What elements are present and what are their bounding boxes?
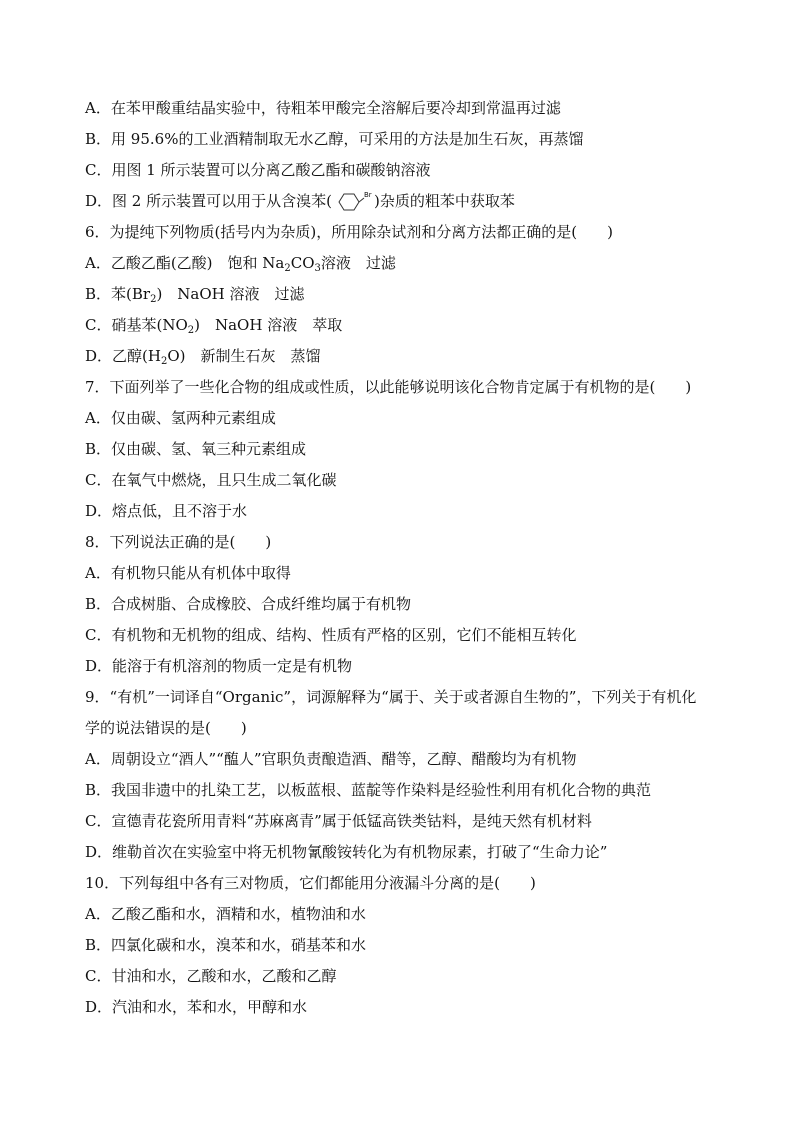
q9-stem-line1: 9．“有机”一词译自“Organic”，词源解释为“属于、关于或者源自生物的”，下列关于有机化 — [85, 688, 697, 706]
q8-option-d: D．能溶于有机溶剂的物质一定是有机物 — [85, 657, 353, 675]
q9-option-b: B．我国非遗中的扎染工艺，以板蓝根、蓝靛等作染料是经验性利用有机化合物的典范 — [85, 781, 652, 799]
q6-a-sub1: 2 — [284, 263, 291, 274]
q6-b-sub1: 2 — [150, 294, 157, 305]
q7-option-b: B．仅由碳、氢、氧三种元素组成 — [85, 440, 307, 458]
q9-option-c: C．宣德青花瓷所用青料“苏麻离青”属于低锰高铁类钴料，是纯天然有机材料 — [85, 812, 592, 830]
q6-a-pre: A．乙酸乙酯(乙酸) 饱和 Na — [85, 254, 285, 272]
q6-a-sub2: 3 — [314, 263, 321, 274]
q8-option-c: C．有机物和无机物的组成、结构、性质有严格的区别，它们不能相互转化 — [85, 626, 577, 644]
q5-option-b: B．用 95.6%的工业酒精制取无水乙醇，可采用的方法是加生石灰，再蒸馏 — [85, 130, 584, 148]
q6-b-pre: B．苯(Br — [85, 285, 151, 303]
q5-option-d-text-post: )杂质的粗苯中获取苯 — [373, 192, 515, 210]
q10-option-c: C．甘油和水，乙酸和水，乙酸和乙醇 — [85, 967, 337, 985]
q6-c-pre: C．硝基苯(NO — [85, 316, 188, 334]
q6-b-post: ) NaOH 溶液 过滤 — [156, 285, 305, 303]
q6-d-sub1: 2 — [160, 356, 168, 367]
q10-option-b: B．四氯化碳和水，溴苯和水，硝基苯和水 — [85, 936, 367, 954]
q9-stem-line2: 学的说法错误的是( ) — [85, 719, 247, 737]
q7-option-c: C．在氧气中燃烧，且只生成二氧化碳 — [85, 471, 337, 489]
q6-d-pre: D．乙醇(H — [85, 347, 161, 365]
q6-c-post: ) NaOH 溶液 萃取 — [194, 316, 343, 334]
question-list — [85, 93, 725, 1023]
q8-option-a: A．有机物只能从有机体中取得 — [85, 564, 291, 582]
q7-option-a: A．仅由碳、氢两种元素组成 — [85, 409, 276, 427]
q6-option-d — [85, 341, 725, 372]
q10-option-d: D．汽油和水，苯和水，甲醇和水 — [85, 998, 308, 1016]
q6-a-post: 溶液 过滤 — [320, 254, 396, 272]
q7-option-d: D．熔点低，且不溶于水 — [85, 502, 248, 520]
q6-a-mid: CO — [290, 254, 315, 272]
q6-c-sub1: 2 — [187, 325, 195, 336]
q5-option-d-text-pre: D．图 2 所示装置可以用于从含溴苯( — [85, 192, 332, 210]
q5-option-d — [85, 186, 725, 217]
q8-option-b: B．合成树脂、合成橡胶、合成纤维均属于有机物 — [85, 595, 412, 613]
q9-option-d: D．维勒首次在实验室中将无机物氰酸铵转化为有机物尿素，打破了“生命力论” — [85, 843, 608, 861]
q5-option-a: A．在苯甲酸重结晶实验中，待粗苯甲酸完全溶解后要冷却到常温再过滤 — [85, 99, 561, 117]
q6-option-b — [85, 279, 725, 310]
q6-option-c — [85, 310, 725, 341]
q9-option-a: A．周朝设立“酒人”“醢人”官职负责酿造酒、醋等，乙醇、醋酸均为有机物 — [85, 750, 577, 768]
q6-d-post: O) 新制生石灰 蒸馏 — [167, 347, 321, 365]
q7-stem: 7．下面列举了一些化合物的组成或性质，以此能够说明该化合物肯定属于有机物的是( ) — [85, 378, 692, 396]
q8-stem: 8．下列说法正确的是( ) — [85, 533, 272, 551]
bromobenzene-structure-icon — [333, 191, 373, 213]
q5-option-c: C．用图 1 所示装置可以分离乙酸乙酯和碳酸钠溶液 — [85, 161, 431, 179]
q10-option-a: A．乙酸乙酯和水，酒精和水，植物油和水 — [85, 905, 366, 923]
q6-option-a — [85, 248, 725, 279]
q10-stem: 10．下列每组中各有三对物质，它们都能用分液漏斗分离的是( ) — [85, 874, 536, 892]
bromine-label: Br — [363, 191, 372, 199]
q6-stem: 6．为提纯下列物质(括号内为杂质)，所用除杂试剂和分离方法都正确的是( ) — [85, 223, 613, 241]
